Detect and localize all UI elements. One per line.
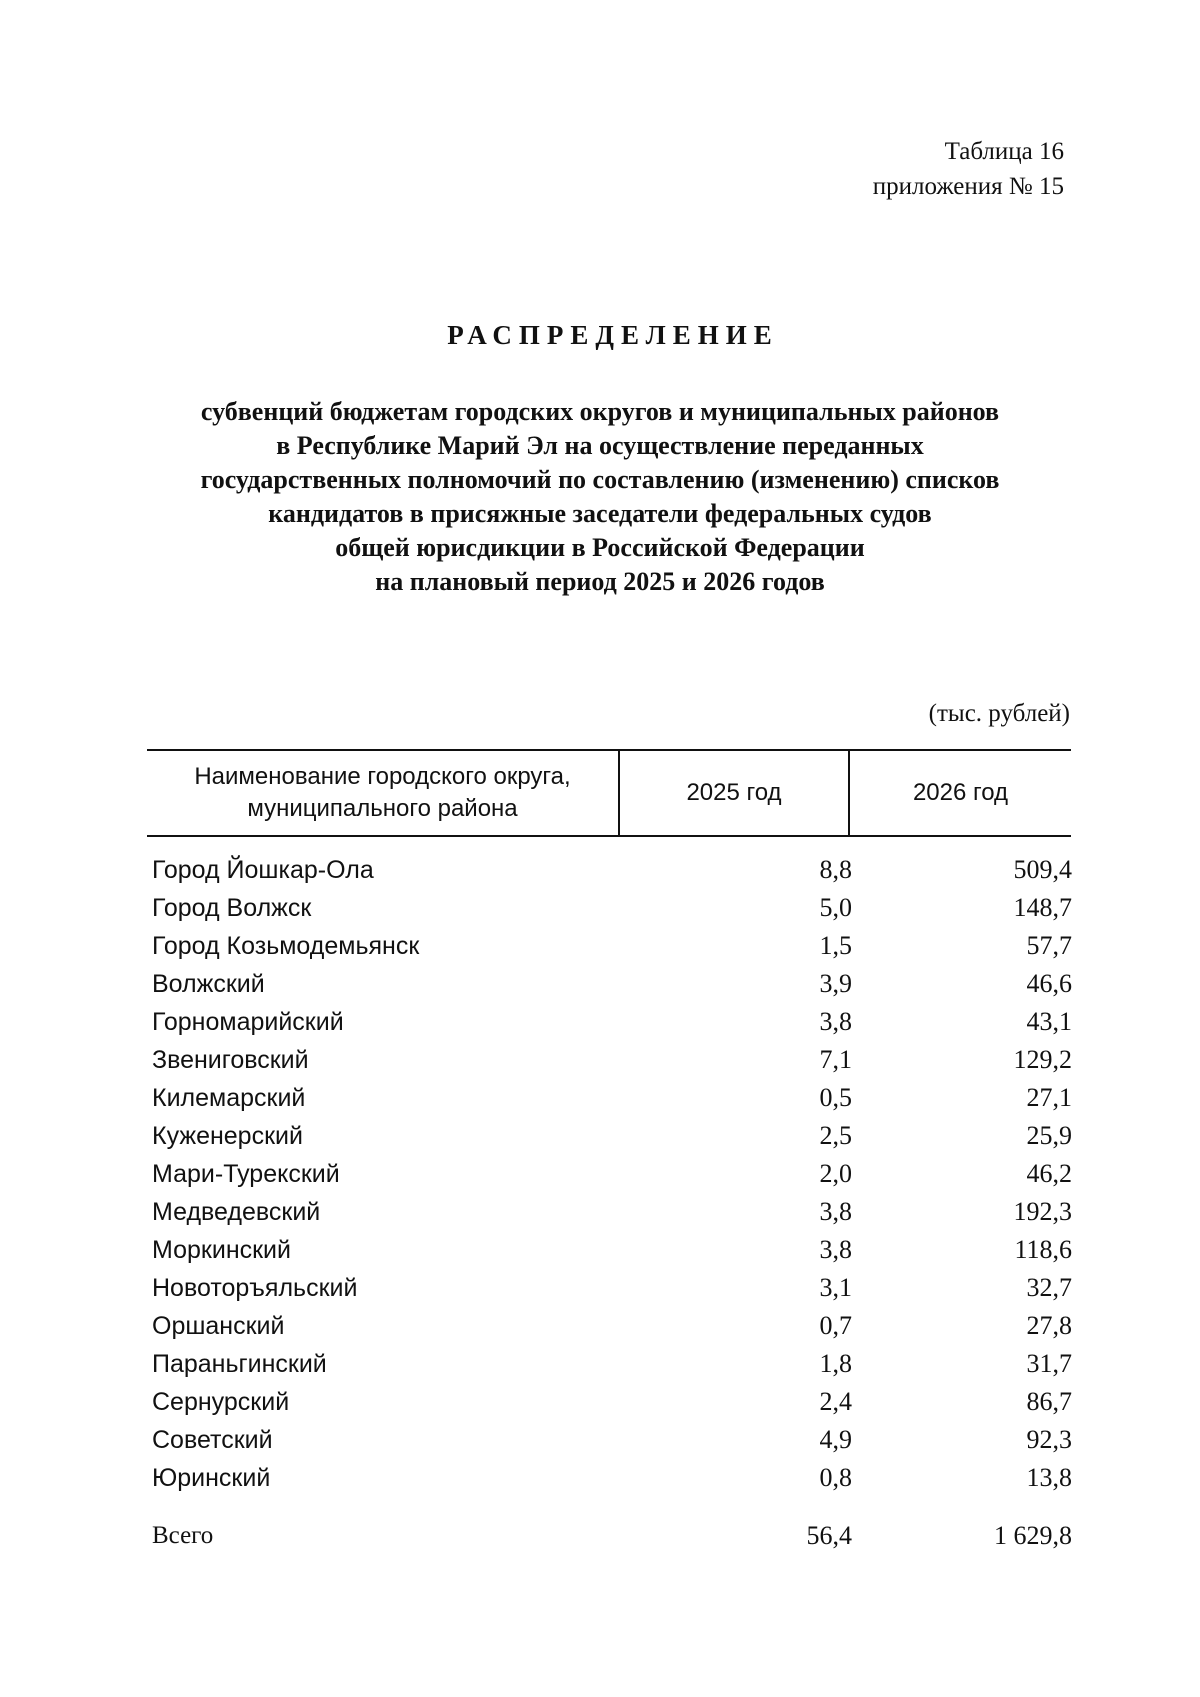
column-header-name [147, 751, 620, 835]
row-value-2025: 3,1 [819, 1273, 852, 1302]
row-value-2026: 43,1 [1026, 1007, 1072, 1036]
row-value-2025: 7,1 [819, 1045, 852, 1074]
document-title: РАСПРЕДЕЛЕНИЕ [447, 320, 779, 350]
total-value-2025: 56,4 [806, 1521, 852, 1550]
table-row [152, 1003, 1072, 1041]
table-row [152, 1193, 1072, 1231]
row-name: Килемарский [152, 1083, 306, 1112]
row-name: Волжский [152, 969, 265, 998]
row-value-2025: 3,8 [819, 1235, 852, 1264]
row-value-2026: 31,7 [1026, 1349, 1072, 1378]
row-name: Горномарийский [152, 1007, 344, 1036]
row-name: Город Йошкар-Ола [152, 855, 374, 884]
subtitle-line: кандидатов в присяжные заседатели федеральных судов [268, 499, 932, 528]
row-value-2026: 148,7 [1013, 893, 1072, 922]
column-header-2025: 2025 год [620, 751, 850, 835]
row-value-2026: 118,6 [1014, 1235, 1072, 1264]
table-row [152, 1345, 1072, 1383]
table-row [152, 927, 1072, 965]
row-name: Куженерский [152, 1121, 303, 1150]
row-name: Оршанский [152, 1311, 285, 1340]
appendix-label: приложения № 15 [872, 173, 1064, 200]
row-value-2025: 8,8 [819, 855, 852, 884]
row-name: Параньгинский [152, 1349, 327, 1378]
table-body [152, 851, 1072, 1497]
row-value-2025: 1,5 [819, 931, 852, 960]
row-value-2026: 13,8 [1026, 1463, 1072, 1492]
row-value-2026: 46,2 [1026, 1159, 1072, 1188]
table-row [152, 965, 1072, 1003]
table-reference [873, 134, 1064, 204]
row-name: Новоторъяльский [152, 1273, 358, 1302]
row-value-2026: 27,1 [1026, 1083, 1072, 1112]
table-row [152, 1421, 1072, 1459]
row-name: Моркинский [152, 1235, 291, 1264]
row-value-2025: 3,9 [819, 969, 852, 998]
row-value-2025: 3,8 [819, 1197, 852, 1226]
row-value-2026: 509,4 [1013, 855, 1072, 884]
row-value-2025: 0,7 [819, 1311, 852, 1340]
row-value-2025: 0,5 [819, 1083, 852, 1112]
row-name: Медведевский [152, 1197, 321, 1226]
row-value-2025: 1,8 [819, 1349, 852, 1378]
row-value-2025: 2,5 [819, 1121, 852, 1150]
row-name: Город Козьмодемьянск [152, 931, 420, 960]
row-value-2026: 57,7 [1026, 931, 1072, 960]
row-value-2025: 2,4 [819, 1387, 852, 1416]
table-header [147, 749, 1071, 837]
table-row [152, 889, 1072, 927]
row-name: Город Волжск [152, 893, 312, 922]
row-value-2026: 32,7 [1026, 1273, 1072, 1302]
row-name: Мари-Турекский [152, 1159, 340, 1188]
row-value-2025: 3,8 [819, 1007, 852, 1036]
column-header-2026: 2026 год [912, 779, 1009, 806]
total-label: Всего [152, 1522, 214, 1549]
table-total-row [152, 1517, 1072, 1555]
row-value-2026: 92,3 [1026, 1425, 1072, 1454]
table-row [152, 1383, 1072, 1421]
column-header-name-line2: муниципального района [247, 795, 518, 822]
row-name: Советский [152, 1425, 273, 1454]
subtitle-line: общей юрисдикции в Российской Федерации [335, 533, 865, 562]
row-name: Звениговский [152, 1045, 309, 1074]
row-value-2026: 46,6 [1026, 969, 1072, 998]
row-name: Юринский [152, 1463, 271, 1492]
row-value-2026: 27,8 [1026, 1311, 1072, 1340]
table-row [152, 1269, 1072, 1307]
row-value-2026: 86,7 [1026, 1387, 1072, 1416]
row-value-2025: 0,8 [819, 1463, 852, 1492]
table-row [152, 1231, 1072, 1269]
table-row [152, 1459, 1072, 1497]
row-value-2025: 4,9 [819, 1425, 852, 1454]
table-row [152, 851, 1072, 889]
total-value-2026: 1 629,8 [994, 1521, 1072, 1550]
subtitle-line: государственных полномочий по составлению (изменению) списков [200, 465, 1000, 494]
table-row [152, 1041, 1072, 1079]
subtitle-line: на плановый период 2025 и 2026 годов [375, 567, 825, 596]
row-value-2025: 5,0 [819, 893, 852, 922]
subtitle-line: субвенций бюджетам городских округов и муниципальных районов [200, 397, 1000, 426]
row-value-2026: 25,9 [1026, 1121, 1072, 1150]
row-value-2026: 192,3 [1013, 1197, 1072, 1226]
table-row [152, 1117, 1072, 1155]
table-row [152, 1307, 1072, 1345]
row-name: Сернурский [152, 1387, 290, 1416]
row-value-2025: 2,0 [819, 1159, 852, 1188]
units-label: (тыс. рублей) [928, 700, 1070, 727]
table-row [152, 1079, 1072, 1117]
table-row [152, 1155, 1072, 1193]
subtitle-line: в Республике Марий Эл на осуществление переданных [276, 431, 924, 460]
row-value-2026: 129,2 [1013, 1045, 1072, 1074]
column-header-name-line1: Наименование городского округа, [194, 763, 571, 790]
document-subtitle [120, 395, 1080, 599]
table-number-label: Таблица 16 [944, 138, 1064, 165]
